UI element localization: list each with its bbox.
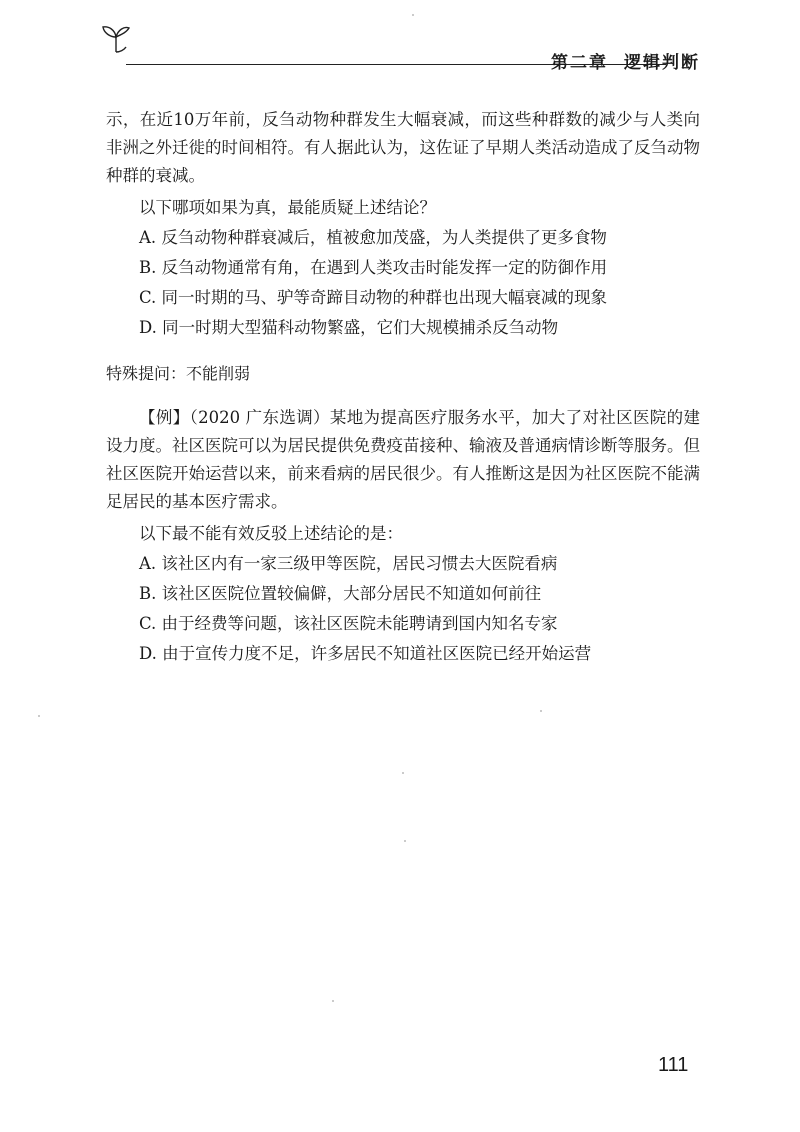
page-header [100,20,700,73]
option-1c: C. 同一时期的马、驴等奇蹄目动物的种群也出现大幅衰减的现象 [139,288,608,307]
page-number: 111 [658,1054,689,1076]
scan-speck [38,715,40,717]
section-heading: 特殊提问：不能削弱 [106,364,251,383]
option-2c: C. 由于经费等问题，该社区医院未能聘请到国内知名专家 [139,614,558,633]
option-1a: A. 反刍动物种群衰减后，植被愈加茂盛，为人类提供了更多食物 [139,228,607,247]
scan-speck [404,840,406,842]
option-1b: B. 反刍动物通常有角，在遇到人类攻击时能发挥一定的防御作用 [139,258,608,277]
passage-2: 【例】（2020 广东选调）某地为提高医疗服务水平，加大了对社区医院的建设力度。社区医院可以为居民提供免费疫苗接种、输液及普通病情诊断等服务。但社区医院开始运营以来，前来看病的居民很少。有人推断这是因为社区医院不能满足居民的基本医疗需求。 [106,408,700,511]
running-head [551,48,700,73]
scan-speck [412,14,414,16]
scan-speck [332,1000,334,1002]
chapter-label: 第二章 [551,53,608,73]
scan-speck [402,772,404,774]
option-2a: A. 该社区内有一家三级甲等医院，居民习惯去大医院看病 [139,554,558,573]
option-1d: D. 同一时期大型猫科动物繁盛，它们大规模捕杀反刍动物 [139,318,559,337]
option-2d: D. 由于宣传力度不足，许多居民不知道社区医院已经开始运营 [139,644,592,663]
question-1: 以下哪项如果为真，最能质疑上述结论？ [139,198,436,217]
passage-1: 示，在近10万年前，反刍动物种群发生大幅衰减，而这些种群数的减少与人类向非洲之外迁徙的时间相符。有人据此认为，这佐证了早期人类活动造成了反刍动物种群的衰减。 [106,110,700,185]
sprout-icon [100,22,132,54]
section-label: 逻辑判断 [624,53,700,73]
option-2b: B. 该社区医院位置较偏僻，大部分居民不知道如何前往 [139,584,542,603]
page-body [106,106,700,668]
question-2: 以下最不能有效反驳上述结论的是： [139,524,403,543]
scan-speck [540,710,542,712]
